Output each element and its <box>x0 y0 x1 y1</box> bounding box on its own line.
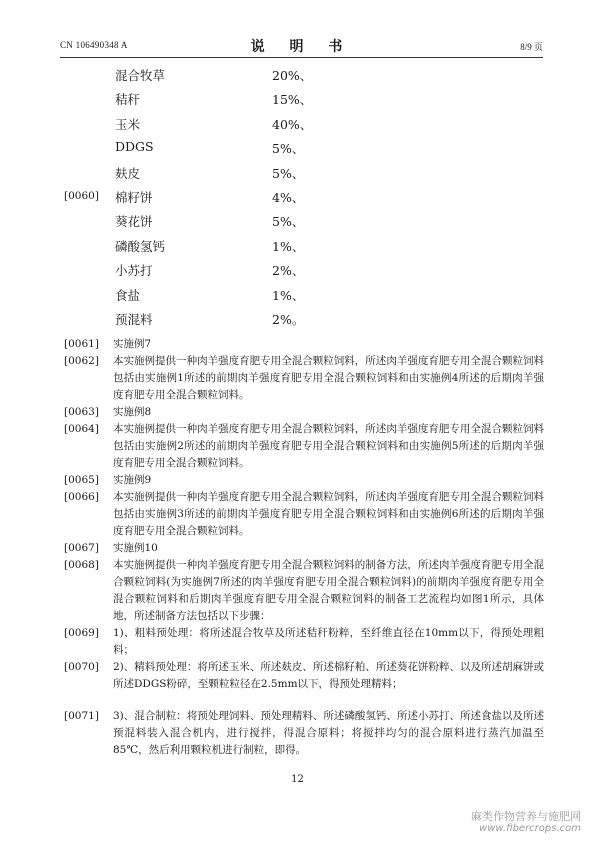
paragraph-number: [0064] <box>64 423 99 435</box>
paragraph-number: [0063] <box>64 406 99 418</box>
paragraph <box>64 540 544 557</box>
paragraph-text: 实施例9 <box>113 474 152 486</box>
paragraph-text: 2)、精料预处理：将所述玉米、所述麸皮、所述棉籽粕、所述葵花饼粉粹、以及所述胡麻饼或所述DDGS粉碎，至颗粒粒径在2.5mm以下，得预处理精料； <box>113 661 544 690</box>
paragraph <box>64 404 544 421</box>
page-number: 12 <box>291 774 304 785</box>
ingredient-percentage: 20%、 <box>272 68 313 83</box>
paragraph-number: [0061] <box>64 338 99 350</box>
ingredient-percentage: 1%、 <box>272 238 305 254</box>
ingredient-row <box>0 237 595 255</box>
ingredient-percentage: 15%、 <box>272 92 313 108</box>
paragraph <box>64 625 544 659</box>
ingredient-row <box>0 261 595 279</box>
paragraph-number: [0067] <box>64 542 99 554</box>
paragraph-text: 实施例10 <box>113 542 158 554</box>
paragraph <box>64 336 544 353</box>
paragraph-number: [0060] <box>64 190 99 202</box>
patent-number: CN 106490348 A <box>60 40 128 50</box>
ingredient-percentage: 5%、 <box>272 214 305 230</box>
paragraph <box>64 659 544 693</box>
ingredient-row <box>0 66 595 84</box>
ingredient-name: DDGS <box>115 139 154 155</box>
ingredient-percentage: 40%、 <box>272 116 313 132</box>
paragraph <box>64 708 544 759</box>
ingredient-percentage: 2%、 <box>272 263 305 279</box>
ingredient-name: 麸皮 <box>115 165 141 181</box>
header-divider <box>60 57 543 58</box>
paragraph <box>64 353 544 404</box>
ingredient-percentage: 5%、 <box>272 165 305 181</box>
ingredient-name: 棉籽饼 <box>115 190 153 205</box>
ingredient-row <box>0 115 595 133</box>
paragraph-text: 本实施例提供一种肉羊强度育肥专用全混合颗粒饲料，所述肉羊强度育肥专用全混合颗粒饲料包括由实施例1所述的前期肉羊强度育肥专用全混合颗粒饲料和由实施例4所述的后期肉羊强度育肥专用全混合颗粒饲料。 <box>113 355 544 401</box>
ingredient-name: 食盐 <box>115 287 141 303</box>
ingredient-name: 磷酸氢钙 <box>115 238 166 254</box>
paragraph-text: 1)、粗料预处理：将所述混合牧草及所述秸秆粉粹，至纤维直径在10mm以下，得预处理粗料； <box>113 627 544 656</box>
page-info: 8/9 页 <box>520 42 543 52</box>
ingredient-row <box>0 164 595 182</box>
paragraph-number: [0068] <box>64 559 99 571</box>
paragraph-number: [0071] <box>64 710 99 722</box>
paragraph-number: [0062] <box>64 355 99 367</box>
paragraph-text: 实施例7 <box>113 338 152 350</box>
document-title: 说 明 书 <box>250 39 353 55</box>
paragraph-text: 本实施例提供一种肉羊强度育肥专用全混合颗粒饲料，所述肉羊强度育肥专用全混合颗粒饲料包括由实施例3所述的前期肉羊强度育肥专用全混合颗粒饲料和由实施例6所述的后期肉羊强度育肥专用全混合颗粒饲料。 <box>113 491 544 537</box>
ingredient-name: 秸秆 <box>115 92 141 108</box>
ingredient-percentage: 2%。 <box>272 312 305 327</box>
ingredient-row <box>0 90 595 108</box>
ingredient-name: 玉米 <box>115 116 141 132</box>
paragraph-number: [0070] <box>64 661 99 673</box>
ingredient-row <box>0 212 595 230</box>
ingredient-percentage: 5%、 <box>272 141 305 157</box>
paragraph-number: [0066] <box>64 491 99 503</box>
ingredient-row <box>0 310 595 328</box>
ingredient-name: 预混料 <box>115 312 153 327</box>
ingredient-row <box>0 139 595 157</box>
watermark-url: www.fibercrops.com <box>479 823 581 834</box>
paragraph-text: 实施例8 <box>113 406 152 418</box>
paragraph-text: 3)、混合制粒：将预处理饲料、预处理精料、所述磷酸氢钙、所述小苏打、所述食盐以及所述预混料装入混合机内，进行搅拌，得混合原料；将搅拌均匀的混合原料进行蒸汽加温至85℃，然后利用颗粒机进行制粒，即得。 <box>113 710 544 756</box>
paragraph <box>64 472 544 489</box>
paragraph-number: [0065] <box>64 474 99 486</box>
ingredient-percentage: 1%、 <box>272 287 305 303</box>
paragraph-text: 本实施例提供一种肉羊强度育肥专用全混合颗粒饲料，所述肉羊强度育肥专用全混合颗粒饲料包括由实施例2所述的前期肉羊强度育肥专用全混合颗粒饲料和由实施例5所述的后期肉羊强度育肥专用全混合颗粒饲料。 <box>113 423 544 469</box>
ingredient-name: 葵花饼 <box>115 214 153 230</box>
ingredient-name: 混合牧草 <box>115 68 166 83</box>
paragraph-text: 本实施例提供一种肉羊强度育肥专用全混合颗粒饲料的制备方法，所述肉羊强度育肥专用全混合颗粒饲料(为实施例7所述的肉羊强度育肥专用全混合颗粒饲料)的前期肉羊强度育肥专用全混合颗粒饲料和后期肉羊强度育肥专用全混合颗粒饲料的制备工艺流程均如图1所示，具体地，所述制备方法包括以下步骤： <box>113 559 544 622</box>
ingredient-row <box>0 286 595 304</box>
paragraph <box>64 557 544 625</box>
paragraph <box>64 489 544 540</box>
ingredient-name: 小苏打 <box>115 263 153 279</box>
ingredient-percentage: 4%、 <box>272 190 305 205</box>
watermark-site-name: 麻类作物营养与施肥网 <box>471 810 581 823</box>
page-header <box>60 36 543 54</box>
paragraph <box>64 421 544 472</box>
paragraph-number: [0069] <box>64 627 99 639</box>
